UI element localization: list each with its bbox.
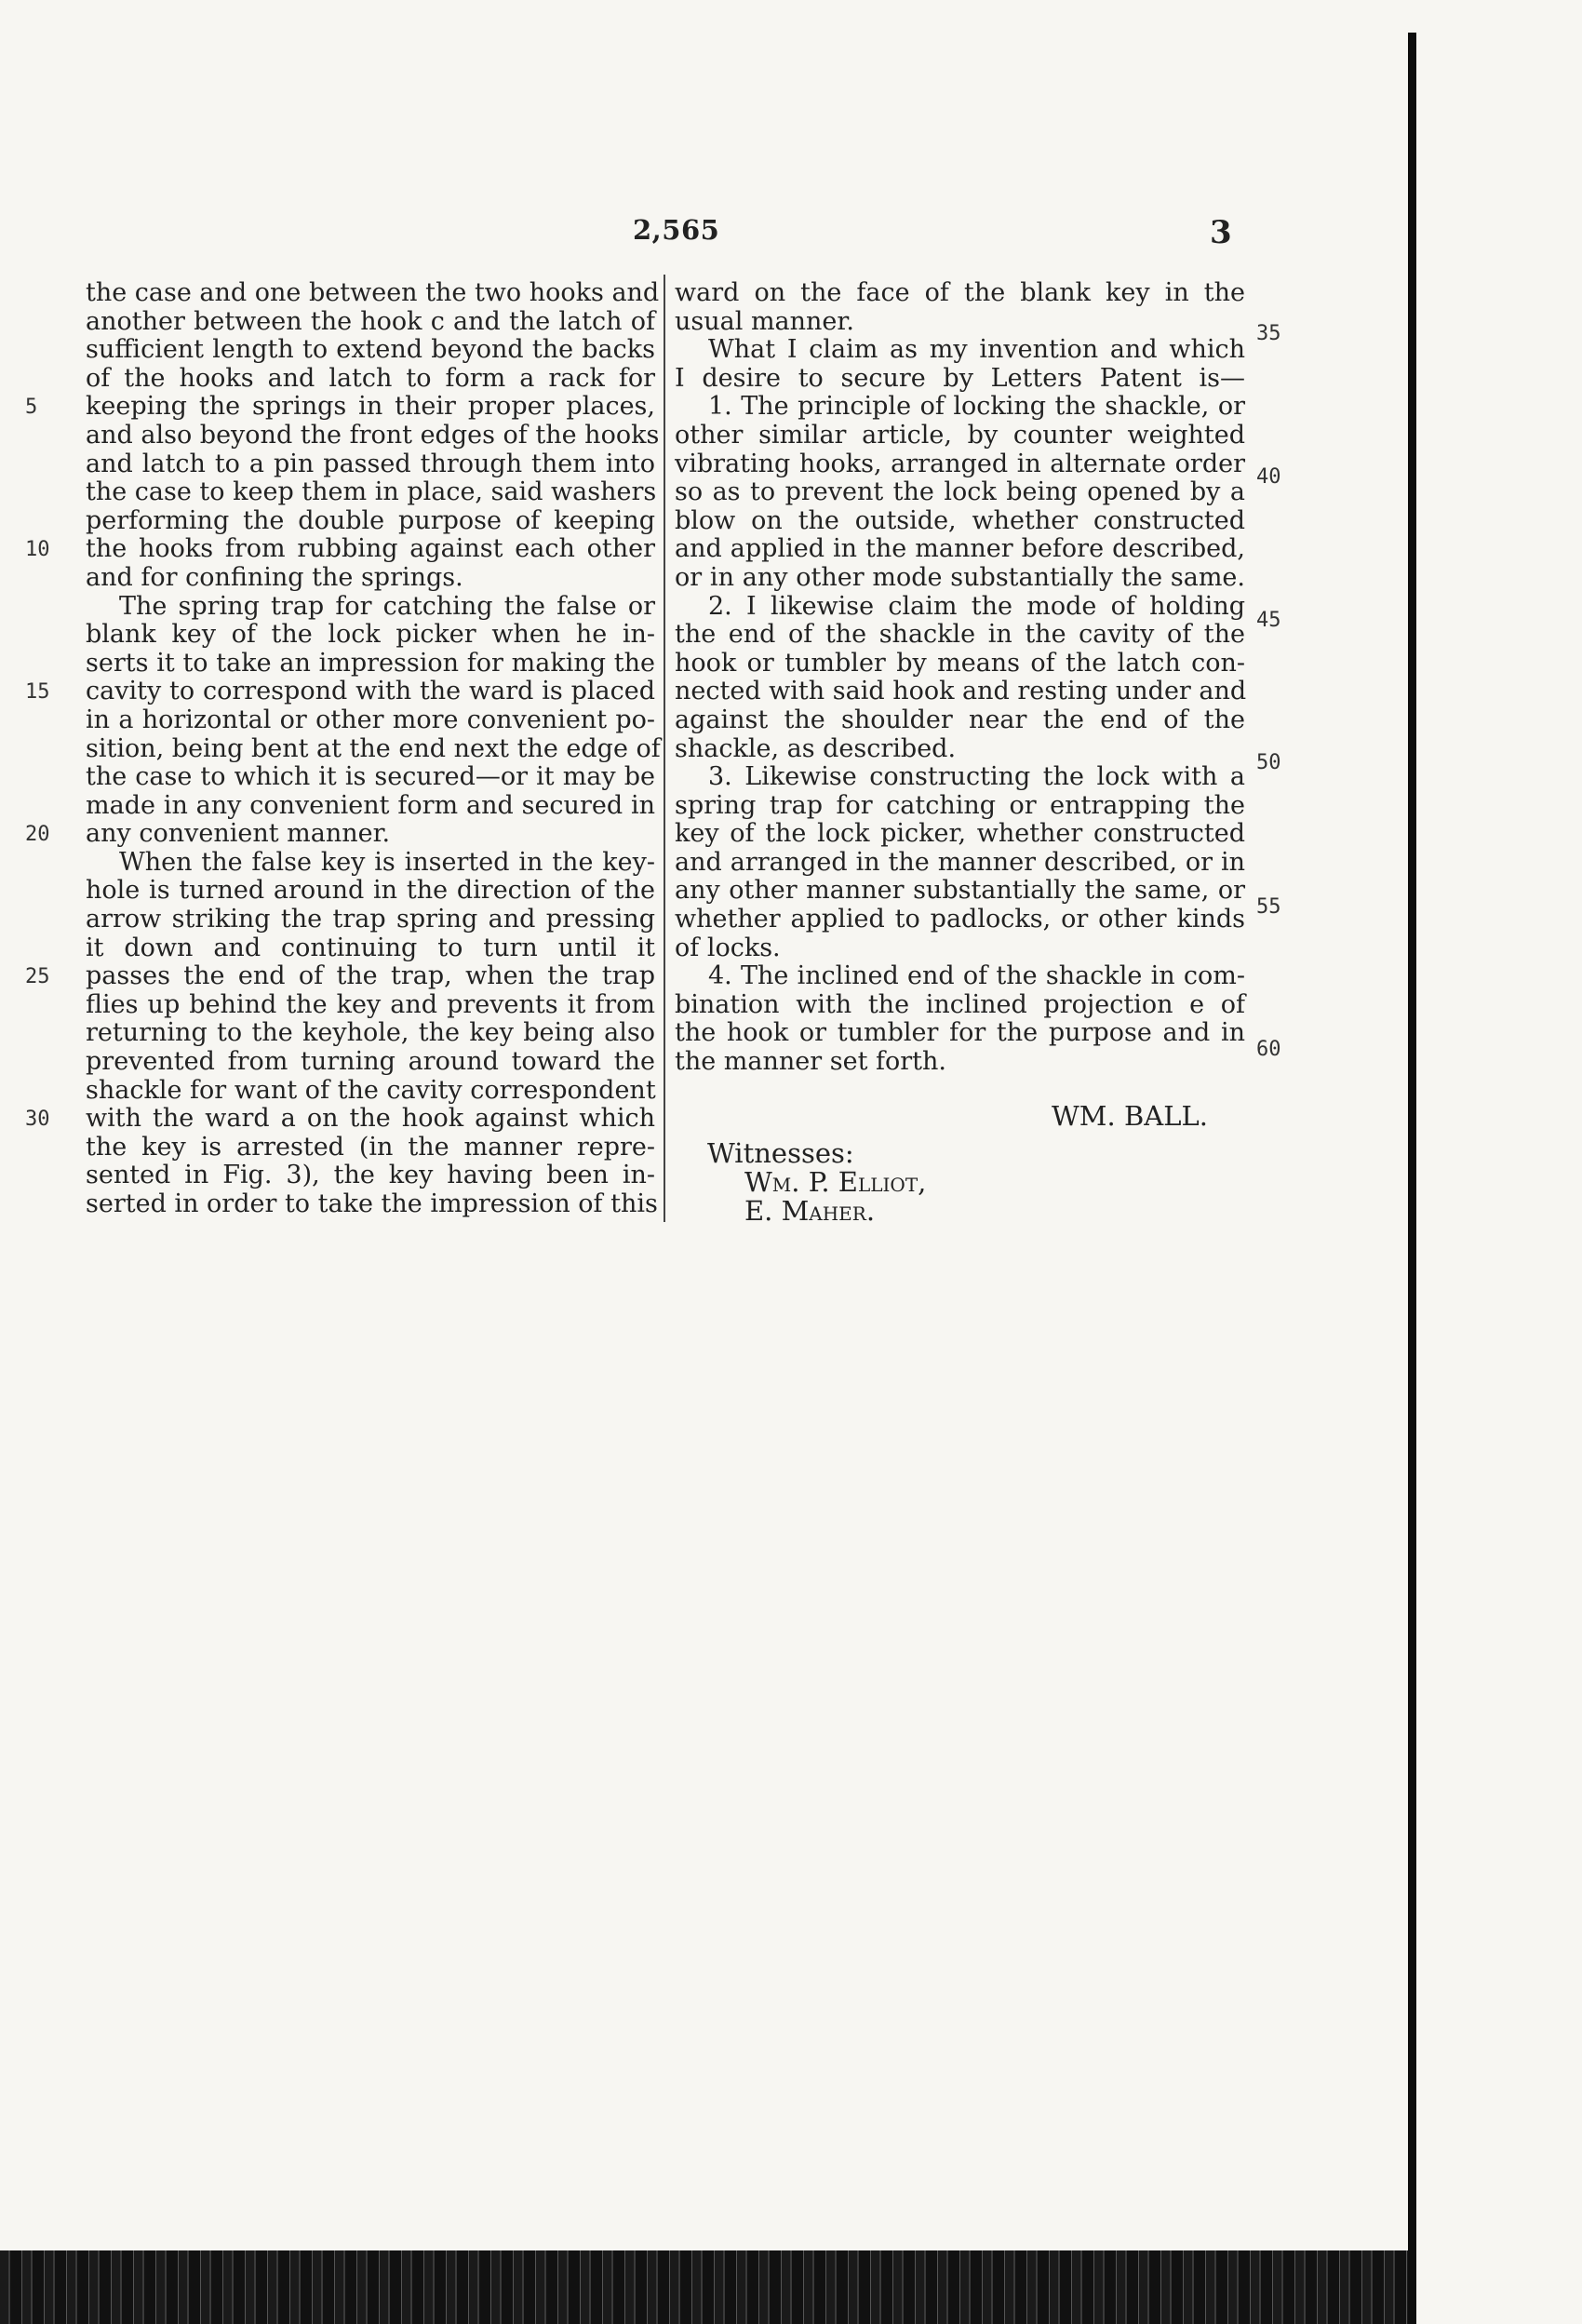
text-line: other similar article, by counter weighted: [675, 420, 1245, 450]
text-line: the case to keep them in place, said washers: [86, 477, 657, 507]
text-line: against the shoulder near the end of the: [675, 705, 1245, 734]
scan-edge-band: [0, 2250, 1408, 2324]
text-line: shackle for want of the cavity correspondent: [86, 1075, 656, 1105]
text-line: sented in Fig. 3), the key having been in-: [86, 1161, 655, 1190]
text-line: returning to the keyhole, the key being also: [86, 1018, 655, 1048]
text-line: ward on the face of the blank key in the: [675, 278, 1245, 307]
text-line: usual manner.: [675, 306, 854, 336]
text-line: 3. Likewise constructing the lock with a: [708, 762, 1245, 792]
line-number: 5: [25, 396, 38, 419]
page-number: 3: [1210, 214, 1232, 251]
page-edge-rule: [1408, 33, 1416, 2324]
text-line: the key is arrested (in the manner repre-: [86, 1132, 655, 1162]
witnesses-label: Witnesses:: [707, 1137, 854, 1169]
inventor-signature: WM. BALL.: [1052, 1100, 1208, 1132]
text-line: with the ward a on the hook against which: [86, 1104, 655, 1134]
witness-name: Wm. P. Elliot,: [744, 1166, 927, 1198]
text-line: 4. The inclined end of the shackle in com-: [708, 961, 1245, 991]
text-line: sition, being bent at the end next the edge of: [86, 733, 661, 763]
line-number: 50: [1256, 751, 1281, 774]
witness-name: E. Maher.: [744, 1195, 876, 1227]
text-line: the hook or tumbler for the purpose and in: [675, 1018, 1245, 1048]
text-line: another between the hook c and the latch of: [86, 306, 655, 336]
text-line: and for confining the springs.: [86, 562, 463, 592]
text-line: of locks.: [675, 933, 781, 962]
text-line: the case to which it is secured—or it may be: [86, 762, 655, 792]
text-line: performing the double purpose of keeping: [86, 505, 655, 535]
line-number: 10: [25, 538, 50, 561]
text-line: the manner set forth.: [675, 1047, 946, 1077]
text-line: nected with said hook and resting under and: [675, 677, 1247, 706]
line-number: 25: [25, 965, 50, 988]
text-line: bination with the inclined projection e of: [675, 989, 1245, 1019]
text-line: spring trap for catching or entrapping the: [675, 790, 1245, 820]
text-line: and arranged in the manner described, or in: [675, 847, 1245, 877]
text-line: whether applied to padlocks, or other kinds: [675, 905, 1245, 934]
line-number: 45: [1256, 609, 1281, 632]
text-line: flies up behind the key and prevents it from: [86, 989, 655, 1019]
text-line: made in any convenient form and secured in: [86, 790, 655, 820]
text-line: The spring trap for catching the false or: [119, 591, 655, 621]
text-line: sufficient length to extend beyond the backs: [86, 335, 655, 365]
text-line: blow on the outside, whether constructed: [675, 505, 1245, 535]
text-line: cavity to correspond with the ward is placed: [86, 677, 655, 706]
line-number: 15: [25, 680, 50, 704]
text-line: key of the lock picker, whether constructed: [675, 819, 1245, 849]
text-line: any convenient manner.: [86, 819, 391, 849]
text-line: arrow striking the trap spring and pressing: [86, 905, 655, 934]
text-line: 2. I likewise claim the mode of holding: [708, 591, 1245, 621]
text-line: the case and one between the two hooks and: [86, 278, 660, 307]
text-line: prevented from turning around toward the: [86, 1047, 655, 1077]
text-line: in a horizontal or other more convenient po-: [86, 705, 655, 734]
line-number: 60: [1256, 1038, 1281, 1061]
column-divider: [664, 275, 665, 1222]
text-line: serts it to take an impression for making the: [86, 648, 655, 678]
text-line: hook or tumbler by means of the latch con-: [675, 648, 1245, 678]
patent-number: 2,565: [633, 214, 720, 246]
right-column: [675, 279, 1245, 1077]
text-line: vibrating hooks, arranged in alternate order: [675, 449, 1245, 478]
text-line: hole is turned around in the direction of the: [86, 876, 655, 906]
text-line: and applied in the manner before described,: [675, 534, 1245, 564]
text-line: it down and continuing to turn until it: [86, 933, 655, 962]
left-column: [86, 278, 661, 1219]
line-number: 55: [1256, 895, 1281, 919]
line-number: 20: [25, 823, 50, 846]
line-number: 30: [25, 1108, 50, 1131]
text-line: and also beyond the front edges of the hooks: [86, 420, 660, 450]
text-line: I desire to secure by Letters Patent is—: [675, 363, 1245, 393]
text-line: any other manner substantially the same, or: [675, 876, 1245, 906]
text-line: the end of the shackle in the cavity of the: [675, 620, 1245, 650]
text-line: blank key of the lock picker when he in-: [86, 620, 655, 650]
text-line: of the hooks and latch to form a rack for: [86, 363, 655, 393]
line-number: 35: [1256, 322, 1281, 345]
text-line: so as to prevent the lock being opened by a: [675, 477, 1245, 507]
text-line: the hooks from rubbing against each other: [86, 534, 655, 564]
text-line: keeping the springs in their proper places,: [86, 392, 655, 422]
text-line: 1. The principle of locking the shackle, or: [708, 392, 1245, 422]
text-line: shackle, as described.: [675, 733, 957, 763]
text-line: serted in order to take the impression of this: [86, 1189, 658, 1218]
text-line: passes the end of the trap, when the trap: [86, 961, 655, 991]
text-line: or in any other mode substantially the same.: [675, 562, 1245, 592]
text-line: What I claim as my invention and which: [708, 335, 1245, 365]
text-line: When the false key is inserted in the key-: [119, 847, 655, 877]
line-number: 40: [1256, 465, 1281, 489]
text-line: and latch to a pin passed through them into: [86, 449, 655, 478]
